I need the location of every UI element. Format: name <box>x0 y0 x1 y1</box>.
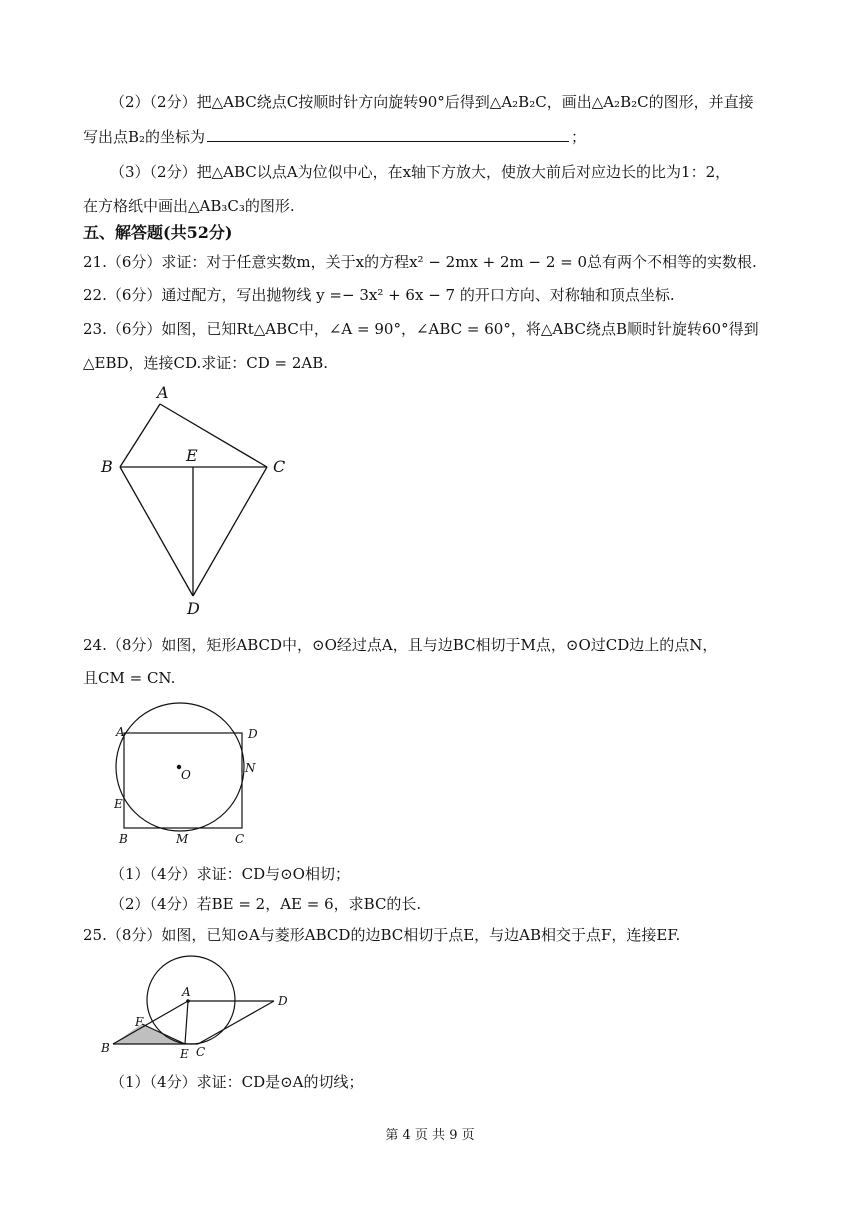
q24-part1: （1）（4分）求证：CD与⊙O相切； <box>110 865 350 883</box>
segment-ac <box>160 404 267 467</box>
label-m: M <box>176 832 189 846</box>
segment-ae <box>185 1001 188 1044</box>
figure-25 <box>95 952 305 1067</box>
label-b: B <box>101 457 113 476</box>
question-24-line2: 且CM = CN. <box>83 669 176 687</box>
label-f: F <box>135 1015 144 1029</box>
segment-bd <box>120 467 193 596</box>
label-o: O <box>181 768 191 782</box>
label-c: C <box>196 1045 206 1059</box>
answer-blank <box>207 127 569 142</box>
question-23-line2: △EBD，连接CD.求证：CD = 2AB. <box>83 354 329 372</box>
q20-part3-line1: （3）（2分）把△ABC以点A为位似中心，在x轴下方放大，使放大前后对应边长的比为1：2， <box>110 163 731 181</box>
label-a: A <box>182 985 191 999</box>
q20-part2-text: 写出点B₂的坐标为 <box>83 128 206 146</box>
label-n: N <box>245 761 256 775</box>
label-b: B <box>119 832 128 846</box>
question-23-line1: 23.（6分）如图，已知Rt△ABC中，∠A = 90°，∠ABC = 60°，将△ABC绕点B顺时针旋转60°得到 <box>83 320 759 338</box>
label-b: B <box>101 1041 110 1055</box>
label-d: D <box>248 727 258 741</box>
figure-23 <box>95 378 315 618</box>
label-c: C <box>235 832 245 846</box>
label-e: E <box>114 797 123 811</box>
q20-part2-line1: （2）（2分）把△ABC绕点C按顺时针方向旋转90°后得到△A₂B₂C，画出△A₂B₂C的图形，并直接 <box>110 93 754 111</box>
question-22: 22.（6分）通过配方，写出抛物线 y =− 3x² + 6x − 7 的开口方向、对称轴和顶点坐标. <box>83 286 675 304</box>
question-25: 25.（8分）如图，已知⊙A与菱形ABCD的边BC相切于点E，与边AB相交于点F，连接EF. <box>83 926 681 944</box>
label-c: C <box>273 457 286 476</box>
question-21: 21.（6分）求证：对于任意实数m，关于x的方程x² − 2mx + 2m − 2 = 0总有两个不相等的实数根. <box>83 253 757 271</box>
label-d: D <box>278 994 288 1008</box>
segment-cd <box>198 1001 274 1044</box>
label-d: D <box>187 599 200 618</box>
question-24-line1: 24.（8分）如图，矩形ABCD中，⊙O经过点A，且与边BC相切于M点，⊙O过CD边上的点N， <box>83 636 718 654</box>
q25-part1: （1）（4分）求证：CD是⊙A的切线； <box>110 1073 364 1091</box>
q24-part2: （2）（4分）若BE = 2，AE = 6，求BC的长. <box>110 895 422 913</box>
q20-part3-line2: 在方格纸中画出△AB₃C₃的图形. <box>83 197 295 215</box>
figure-24 <box>105 700 275 850</box>
q20-part2-end: ； <box>571 128 587 146</box>
section-title: 五、解答题(共52分) <box>83 223 233 242</box>
q20-part2-line2 <box>83 126 586 148</box>
page-footer: 第 4 页 共 9 页 <box>385 1128 475 1143</box>
label-a: A <box>116 725 125 739</box>
segment-ba <box>120 404 160 467</box>
label-e: E <box>186 446 198 465</box>
circle-a <box>147 956 235 1044</box>
segment-cd <box>193 467 267 596</box>
label-e: E <box>180 1047 189 1061</box>
label-a: A <box>157 383 169 402</box>
center-a <box>186 999 190 1003</box>
